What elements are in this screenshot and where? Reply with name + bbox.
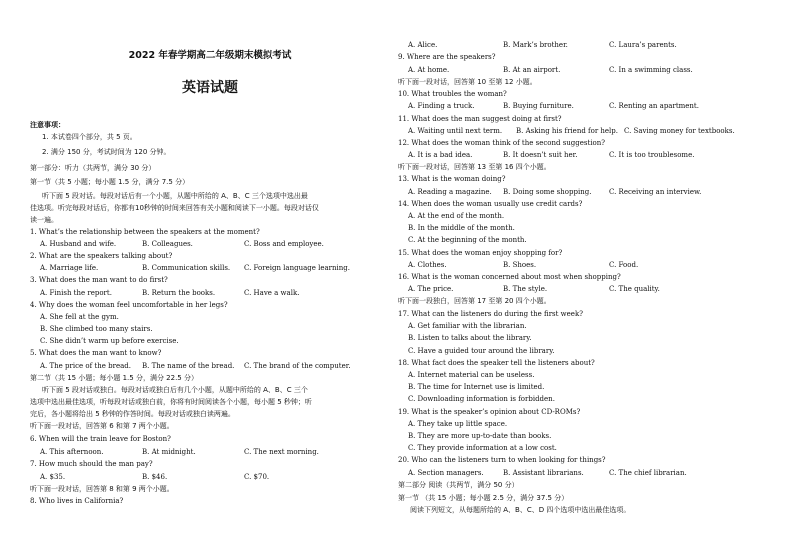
option-c: C. They provide information at a low cost. xyxy=(408,444,557,452)
option-a: A. It is a bad idea. xyxy=(408,151,473,159)
question-stem: 16. What is the woman concerned about most when shopping? xyxy=(398,273,621,281)
section2-instruction: 选项中选出最佳选项，听每段对话或独白前，你将有时间阅读各个小题，每小题 5 秒钟；听 xyxy=(30,398,312,406)
option-c: C. Downloading information is forbidden. xyxy=(408,395,555,403)
question-stem: 18. What fact does the speaker tell the listeners about? xyxy=(398,359,595,367)
option-a: A. Section managers. xyxy=(408,469,484,477)
option-a: A. $35. xyxy=(40,473,66,481)
option-a: A. At the end of the month. xyxy=(408,212,505,220)
option-b: B. Shoes. xyxy=(503,261,537,269)
option-a: A. They take up little space. xyxy=(408,420,508,428)
question-stem: 15. What does the woman enjoy shopping for? xyxy=(398,249,563,257)
option-c: C. $70. xyxy=(244,473,270,481)
option-b: B. In the middle of the month. xyxy=(408,224,515,232)
part2-section1-heading: 第一节 （共 15 小题；每小题 2.5 分，满分 37.5 分） xyxy=(398,494,569,502)
section1-heading: 第一节（共 5 小题；每小题 1.5 分，满分 7.5 分） xyxy=(30,178,190,186)
option-c: C. Saving money for textbooks. xyxy=(624,127,735,135)
notice-item: 1. 本试卷四个部分，共 5 页。 xyxy=(42,133,137,141)
option-b: B. The time for Internet use is limited. xyxy=(408,383,545,391)
option-c: C. The chief librarian. xyxy=(609,469,687,477)
option-b: B. Colleagues. xyxy=(142,240,193,248)
option-b: B. Mark’s brother. xyxy=(503,41,568,49)
question-stem: 11. What does the man suggest doing at first? xyxy=(398,115,562,123)
option-c: C. Renting an apartment. xyxy=(609,102,699,110)
option-b: B. Return the books. xyxy=(142,289,216,297)
listening-prompt: 听下面一段对话，回答第 6 和第 7 两个小题。 xyxy=(30,422,174,430)
listening-prompt: 听下面一段对话，回答第 8 和第 9 两个小题。 xyxy=(30,485,174,493)
option-b: B. Assistant librarians. xyxy=(503,469,584,477)
option-b: B. $46. xyxy=(142,473,168,481)
listening-prompt: 听下面一段对话，回答第 13 至第 16 四个小题。 xyxy=(398,163,551,171)
section1-instruction: 佳选项。听完每段对话后，你都有10秒钟的时间来回答有关小题和阅读下一小题。每段对话仅 xyxy=(30,204,319,212)
option-b: B. Doing some shopping. xyxy=(503,188,592,196)
part2-instruction: 阅读下列短文，从每题所给的 A、B、C、D 四个选项中选出最佳选项。 xyxy=(410,506,631,514)
option-a: A. This afternoon. xyxy=(40,448,104,456)
option-a: A. Reading a magazine. xyxy=(408,188,492,196)
option-b: B. At midnight. xyxy=(142,448,196,456)
option-c: C. Have a walk. xyxy=(244,289,300,297)
option-a: A. Get familiar with the librarian. xyxy=(408,322,527,330)
part2-heading: 第二部分 阅读（共两节，满分 50 分） xyxy=(398,481,519,489)
option-a: A. Clothes. xyxy=(408,261,447,269)
question-stem: 12. What does the woman think of the second suggestion? xyxy=(398,139,606,147)
section2-instruction: 完后，各小题将给出 5 秒钟的作答时间。每段对话或独白读两遍。 xyxy=(30,410,235,418)
question-stem: 10. What troubles the woman? xyxy=(398,90,507,98)
question-stem: 5. What does the man want to know? xyxy=(30,349,162,357)
option-b: B. Buying furniture. xyxy=(503,102,574,110)
option-c: C. Food. xyxy=(609,261,639,269)
option-c: C. Boss and employee. xyxy=(244,240,324,248)
question-stem: 2. What are the speakers talking about? xyxy=(30,252,173,260)
option-b: B. At an airport. xyxy=(503,66,561,74)
question-stem: 1. What’s the relationship between the speakers at the moment? xyxy=(30,228,260,236)
option-c: C. Foreign language learning. xyxy=(244,264,350,272)
question-stem: 4. Why does the woman feel uncomfortable in her legs? xyxy=(30,301,228,309)
option-a: A. The price. xyxy=(408,285,454,293)
option-c: C. At the beginning of the month. xyxy=(408,236,527,244)
option-c: C. In a swimming class. xyxy=(609,66,693,74)
notice-heading: 注意事项： xyxy=(30,121,65,129)
option-a: A. She fell at the gym. xyxy=(40,313,119,321)
option-b: B. The style. xyxy=(503,285,548,293)
option-c: C. The next morning. xyxy=(244,448,319,456)
question-stem: 17. What can the listeners do during the first week? xyxy=(398,310,583,318)
option-a: A. Alice. xyxy=(408,41,438,49)
option-c: C. It is too troublesome. xyxy=(609,151,695,159)
section1-instruction: 听下面 5 段对话。每段对话后有一个小题，从题中所给的 A、B、C 三个选项中选出最 xyxy=(42,192,308,200)
question-stem: 13. What is the woman doing? xyxy=(398,175,506,183)
option-b: B. Listen to talks about the library. xyxy=(408,334,532,342)
question-stem: 3. What does the man want to do first? xyxy=(30,276,168,284)
listening-prompt: 听下面一段对话，回答第 10 至第 12 小题。 xyxy=(398,78,537,86)
part1-heading: 第一部分：听力（共两节，满分 30 分） xyxy=(30,164,156,172)
question-stem: 9. Where are the speakers? xyxy=(398,53,496,61)
option-b: B. Communication skills. xyxy=(142,264,231,272)
section2-instruction: 听下面 5 段对话或独白。每段对话或独白后有几个小题，从题中所给的 A、B、C 三个 xyxy=(42,386,308,394)
question-stem: 7. How much should the man pay? xyxy=(30,460,153,468)
option-a: A. The price of the bread. xyxy=(40,362,131,370)
option-b: B. It doesn’t suit her. xyxy=(503,151,578,159)
section2-heading: 第二节（共 15 小题；每小题 1.5 分，满分 22.5 分） xyxy=(30,374,198,382)
option-c: C. The brand of the computer. xyxy=(244,362,351,370)
option-c: C. The quality. xyxy=(609,285,660,293)
option-c: C. Receiving an interview. xyxy=(609,188,702,196)
option-c: C. She didn’t warm up before exercise. xyxy=(40,337,179,345)
option-c: C. Laura’s parents. xyxy=(609,41,677,49)
option-a: A. Internet material can be useless. xyxy=(408,371,535,379)
option-b: B. The name of the bread. xyxy=(142,362,235,370)
option-b: B. She climbed too many stairs. xyxy=(40,325,153,333)
exam-title: 2022 年春学期高二年级期末模拟考试 xyxy=(128,50,292,61)
option-a: A. Husband and wife. xyxy=(40,240,117,248)
question-stem: 19. What is the speaker’s opinion about CD-ROMs? xyxy=(398,408,581,416)
option-b: B. They are more up-to-date than books. xyxy=(408,432,552,440)
option-a: A. Finish the report. xyxy=(40,289,112,297)
option-c: C. Have a guided tour around the library. xyxy=(408,347,555,355)
listening-prompt: 听下面一段独白，回答第 17 至第 20 四个小题。 xyxy=(398,297,551,305)
option-a: A. Finding a truck. xyxy=(408,102,475,110)
section1-instruction: 读一遍。 xyxy=(30,216,58,224)
option-a: A. Waiting until next term. xyxy=(408,127,503,135)
question-stem: 8. Who lives in California? xyxy=(30,497,124,505)
option-b: B. Asking his friend for help. xyxy=(516,127,619,135)
notice-item: 2. 满分 150 分，考试时间为 120 分钟。 xyxy=(42,148,171,156)
option-a: A. At home. xyxy=(408,66,450,74)
subject-title: 英语试题 xyxy=(182,80,238,96)
option-a: A. Marriage life. xyxy=(40,264,99,272)
question-stem: 20. Who can the listeners turn to when looking for things? xyxy=(398,456,606,464)
question-stem: 14. When does the woman usually use credit cards? xyxy=(398,200,583,208)
question-stem: 6. When will the train leave for Boston? xyxy=(30,435,171,443)
